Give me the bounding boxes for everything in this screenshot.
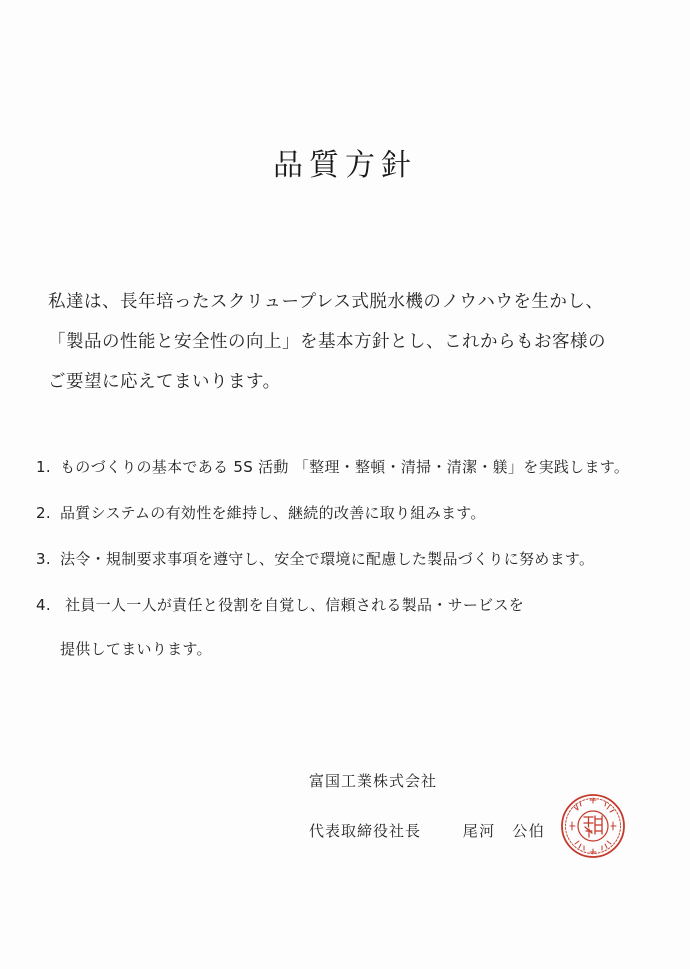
policy-item	[36, 498, 676, 528]
policy-item-text: 社員一人一人が責任と役割を自覚し、信頼される製品・サービスを	[65, 596, 525, 614]
company-seal-stamp	[560, 793, 626, 859]
intro-line: 「製品の性能と安全性の向上」を基本方針とし、これからもお客様の	[48, 332, 606, 352]
intro-paragraph	[48, 282, 668, 402]
signer-title: 代表取締役社長	[309, 822, 422, 840]
policy-item-number: 1.	[36, 458, 51, 476]
policy-item-text: 法令・規制要求事項を遵守し、安全で環境に配慮した製品づくりに努めます。	[60, 550, 595, 568]
policy-item-number: 3.	[36, 550, 51, 568]
policy-item	[36, 544, 676, 574]
signature-line	[309, 820, 545, 841]
company-name: 富国工業株式会社	[309, 772, 438, 790]
signer-name: 尾河 公伯	[462, 822, 546, 840]
policy-item	[36, 590, 676, 664]
intro-line: 私達は、長年培ったスクリュープレス式脱水機のノウハウを生かし、	[48, 292, 604, 312]
policy-item-text: ものづくりの基本である 5S 活動 「整理・整頓・清掃・清潔・躾」を実践します。	[60, 458, 630, 476]
intro-line: ご要望に応えてまいります。	[48, 372, 281, 392]
policy-item-number: 2.	[36, 504, 51, 522]
policy-item-continuation: 提供してまいります。	[60, 640, 212, 658]
policy-list	[36, 452, 676, 680]
policy-item-text: 品質システムの有効性を維持し、継続的改善に取り組みます。	[60, 504, 486, 522]
policy-item	[36, 452, 676, 482]
document-title: 品質方針	[273, 148, 417, 183]
policy-item-number: 4.	[36, 596, 51, 614]
